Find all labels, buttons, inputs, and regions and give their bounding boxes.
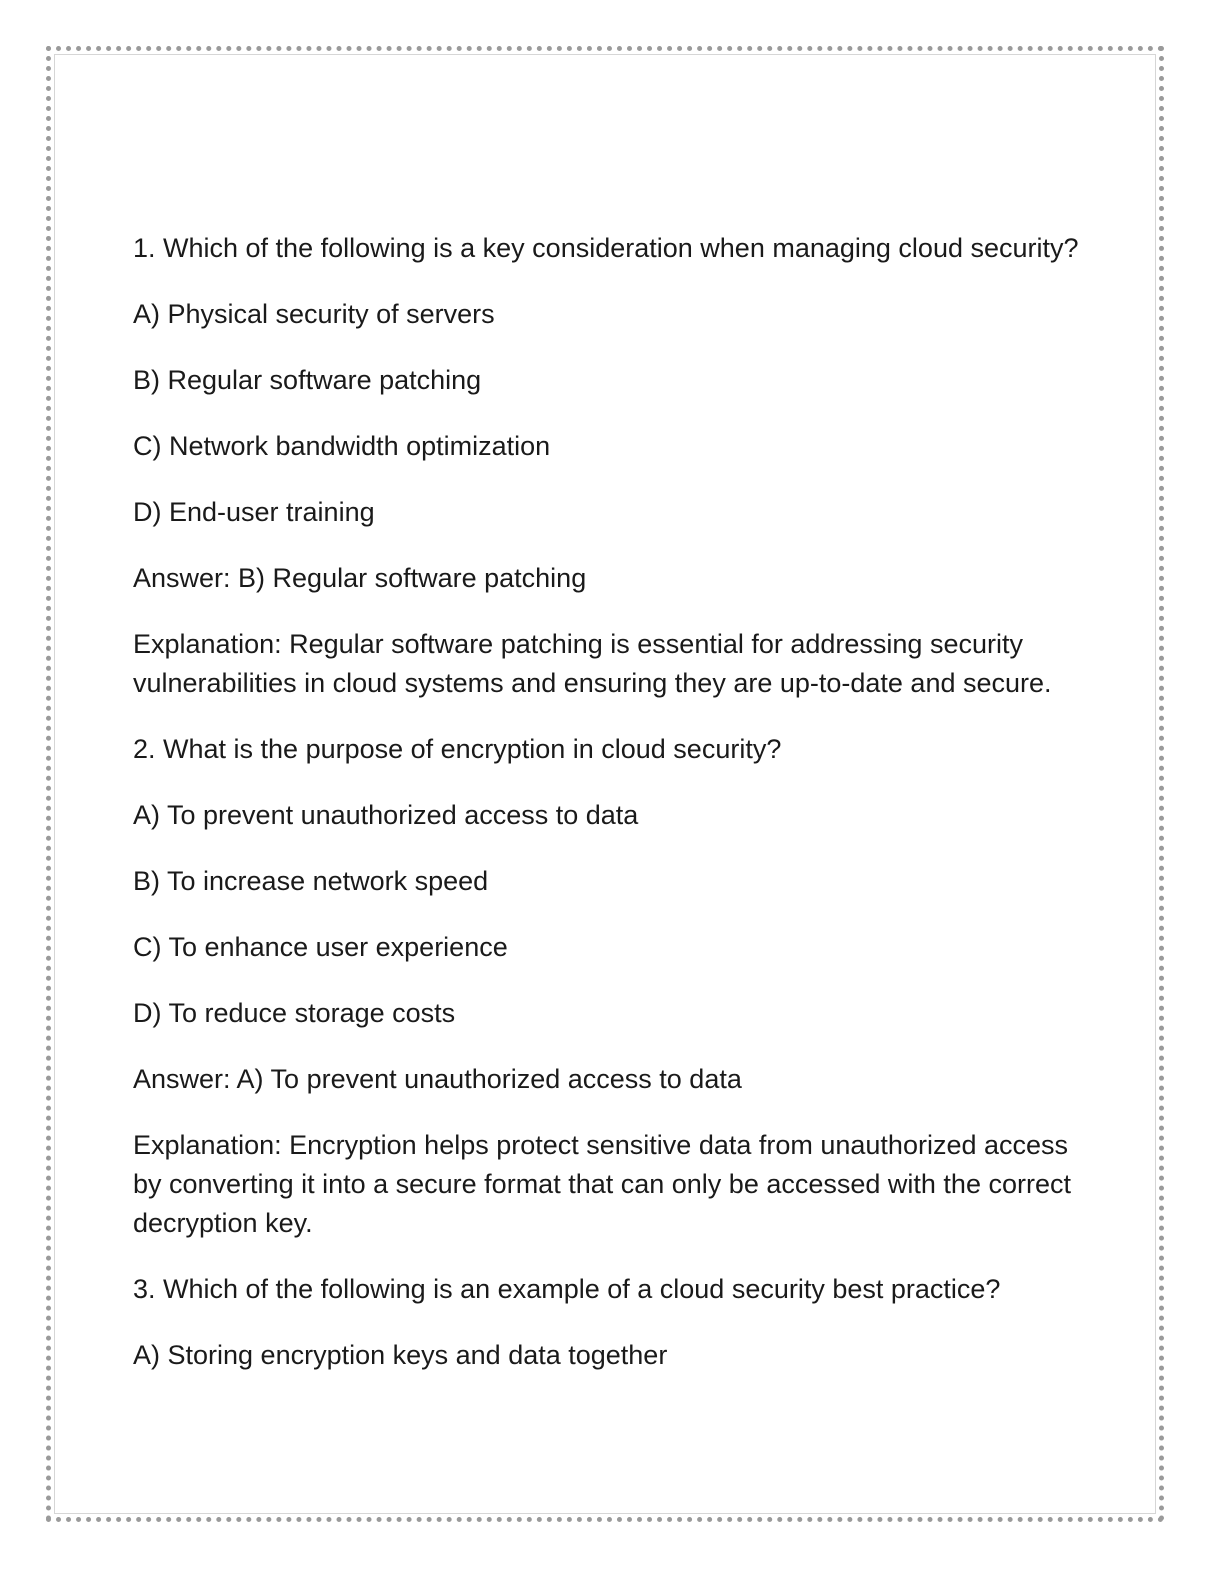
document-body bbox=[133, 229, 1103, 1402]
question-1-option-c: C) Network bandwidth optimization bbox=[133, 431, 551, 461]
question-3: 3. Which of the following is an example of a cloud security best practice? bbox=[133, 1274, 1001, 1304]
question-2-option-c: C) To enhance user experience bbox=[133, 932, 508, 962]
question-1-explanation: Explanation: Regular software patching is essential for addressing security vulnerabilities in cloud systems and ensuring they are up-to-date and secure. bbox=[133, 629, 1052, 698]
question-2-option-a: A) To prevent unauthorized access to data bbox=[133, 800, 639, 830]
question-1-option-d: D) End-user training bbox=[133, 497, 375, 527]
question-2-option-b: B) To increase network speed bbox=[133, 866, 489, 896]
question-2: 2. What is the purpose of encryption in cloud security? bbox=[133, 734, 782, 764]
question-2-explanation: Explanation: Encryption helps protect sensitive data from unauthorized access by converting it into a secure format that can only be accessed with the correct decryption key. bbox=[133, 1130, 1071, 1238]
question-1-option-a: A) Physical security of servers bbox=[133, 299, 495, 329]
question-3-option-a: A) Storing encryption keys and data together bbox=[133, 1340, 668, 1370]
question-2-answer: Answer: A) To prevent unauthorized access to data bbox=[133, 1064, 742, 1094]
question-1: 1. Which of the following is a key consideration when managing cloud security? bbox=[133, 233, 1079, 263]
question-2-option-d: D) To reduce storage costs bbox=[133, 998, 456, 1028]
question-1-answer: Answer: B) Regular software patching bbox=[133, 563, 587, 593]
question-1-option-b: B) Regular software patching bbox=[133, 365, 482, 395]
